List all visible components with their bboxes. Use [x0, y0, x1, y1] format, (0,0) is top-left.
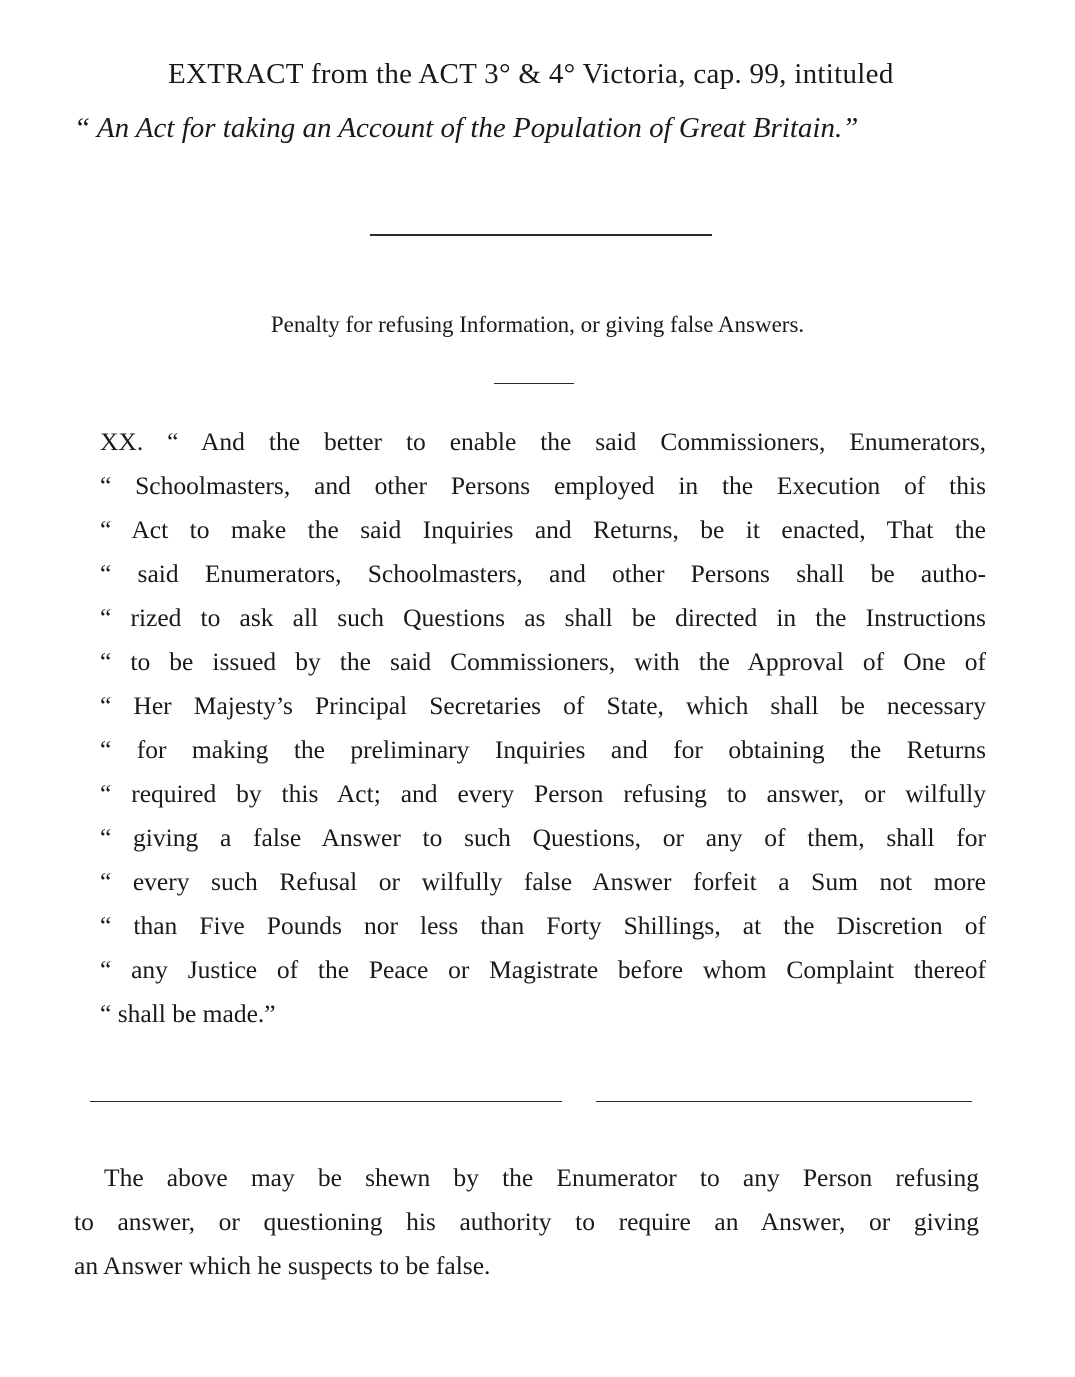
section-line: “ Her Majesty’s Principal Secretaries of State, which shall be necessary: [100, 691, 986, 720]
section-line: “ Act to make the said Inquiries and Returns, be it enacted, That the: [100, 515, 986, 544]
lower-divider-rule-left: [90, 1101, 562, 1102]
marginal-heading: Penalty for refusing Information, or giving false Answers.: [270, 312, 805, 337]
section-line: “ to be issued by the said Commissioners, with the Approval of One of: [100, 647, 986, 676]
section-line: “ any Justice of the Peace or Magistrate before whom Complaint thereof: [100, 955, 986, 984]
section-line: “ every such Refusal or wilfully false Answer forfeit a Sum not more: [100, 867, 986, 896]
section-line: “ for making the preliminary Inquiries and for obtaining the Returns: [100, 735, 986, 764]
heading-line-1: EXTRACT from the ACT 3° & 4° Victoria, cap. 99, intituled: [168, 58, 894, 90]
section-xx: [100, 420, 986, 1036]
footnote-line: an Answer which he suspects to be false.: [74, 1251, 491, 1280]
section-line: “ than Five Pounds nor less than Forty Shillings, at the Discretion of: [100, 911, 986, 940]
top-divider-rule: [370, 234, 712, 236]
lower-divider-rule-right: [596, 1101, 972, 1102]
section-line: “ giving a false Answer to such Questions, or any of them, shall for: [100, 823, 986, 852]
section-line: “ rized to ask all such Questions as shall be directed in the Instructions: [100, 603, 986, 632]
footnote-line: The above may be shewn by the Enumerator to any Person refusing: [104, 1163, 979, 1192]
heading-line-2: “ An Act for taking an Account of the Population of Great Britain.”: [74, 112, 859, 144]
section-line: XX. “ And the better to enable the said Commissioners, Enumerators,: [100, 427, 986, 456]
section-line: “ required by this Act; and every Person refusing to answer, or wilfully: [100, 779, 986, 808]
section-line: “ said Enumerators, Schoolmasters, and other Persons shall be autho-: [100, 559, 986, 588]
footnote-line: to answer, or questioning his authority to require an Answer, or giving: [74, 1207, 979, 1236]
footnote: [74, 1156, 979, 1288]
section-line: “ shall be made.”: [100, 999, 276, 1028]
short-divider-rule: [494, 383, 574, 384]
section-line: “ Schoolmasters, and other Persons employed in the Execution of this: [100, 471, 986, 500]
